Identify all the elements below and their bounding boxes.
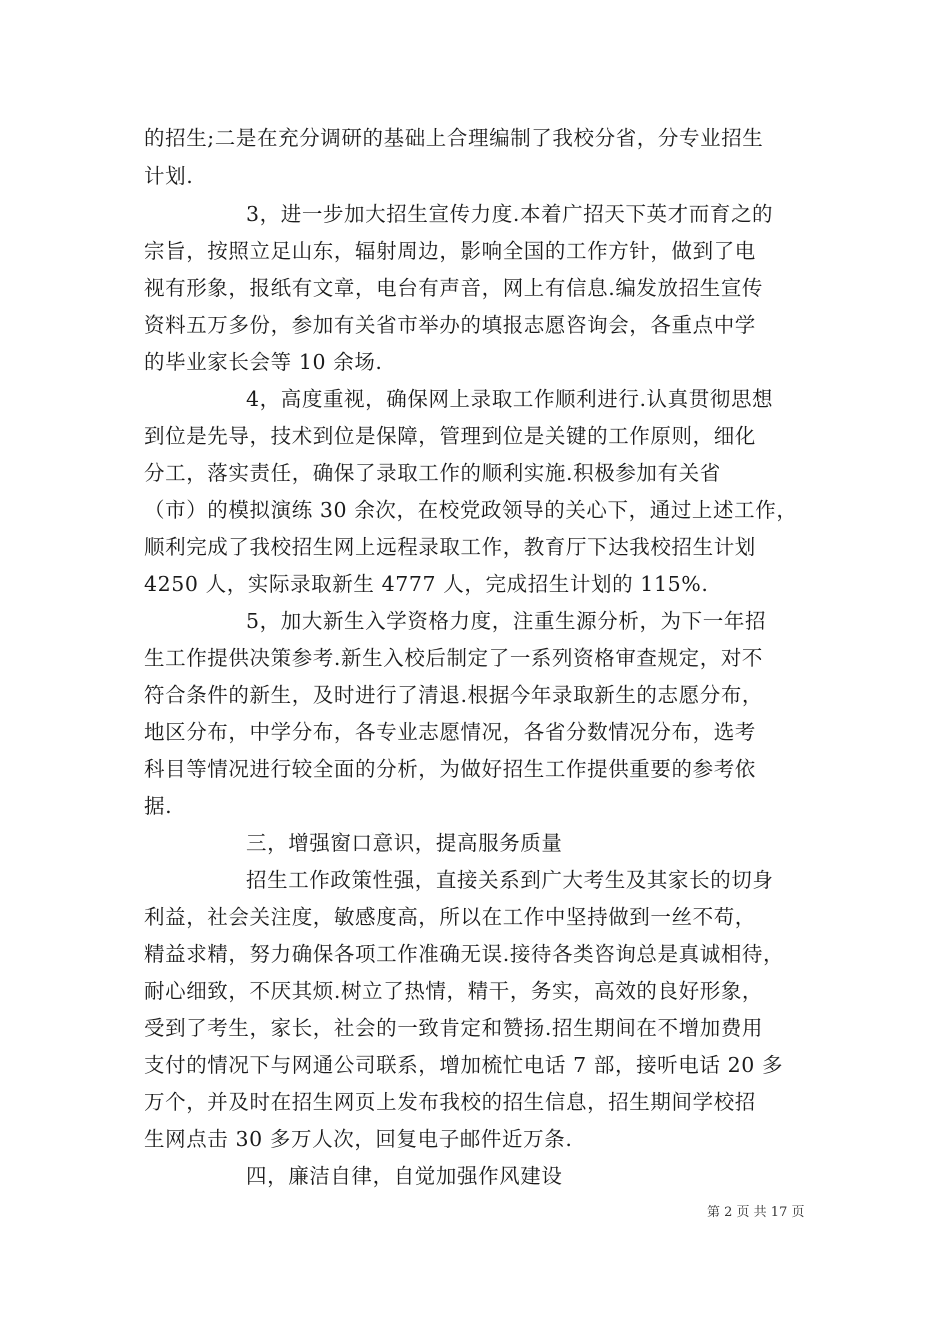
section-heading: 三，增强窗口意识，提高服务质量 — [246, 831, 563, 855]
page-number-footer: 第 2 页 共 17 页 — [707, 1205, 805, 1220]
text-line: 分工，落实责任，确保了录取工作的顺利实施.积极参加有关省 — [144, 461, 721, 485]
text-line: 视有形象，报纸有文章，电台有声音，网上有信息.编发放招生宣传 — [144, 276, 764, 300]
text-line: 符合条件的新生，及时进行了清退.根据今年录取新生的志愿分布， — [144, 683, 764, 707]
paragraph-start-line: 招生工作政策性强，直接关系到广大考生及其家长的切身 — [246, 868, 774, 892]
text-line: 耐心细致，不厌其烦.树立了热情，精干，务实，高效的良好形象， — [144, 979, 764, 1003]
text-line: 顺利完成了我校招生网上远程录取工作，教育厅下达我校招生计划 — [144, 535, 756, 559]
text-line: 资料五万多份，参加有关省市举办的填报志愿咨询会，各重点中学 — [144, 313, 756, 337]
text-line: （市）的模拟演练 30 余次，在校党政领导的关心下，通过上述工作， — [144, 498, 798, 522]
text-line: 利益，社会关注度，敏感度高，所以在工作中坚持做到一丝不苟， — [144, 905, 756, 929]
paragraph-start-line: 5，加大新生入学资格力度，注重生源分析，为下一年招 — [246, 609, 767, 633]
text-line: 计划. — [144, 164, 194, 188]
text-line: 受到了考生，家长，社会的一致肯定和赞扬.招生期间在不增加费用 — [144, 1016, 764, 1040]
text-line: 精益求精，努力确保各项工作准确无误.接待各类咨询总是真诚相待， — [144, 942, 785, 966]
text-line: 宗旨，按照立足山东，辐射周边，影响全国的工作方针，做到了电 — [144, 239, 756, 263]
text-line: 万个，并及时在招生网页上发布我校的招生信息，招生期间学校招 — [144, 1090, 756, 1114]
text-line: 科目等情况进行较全面的分析，为做好招生工作提供重要的参考依 — [144, 757, 756, 781]
text-line: 的毕业家长会等 10 余场. — [144, 350, 383, 374]
paragraph-start-line: 4，高度重视，确保网上录取工作顺利进行.认真贯彻思想 — [246, 387, 774, 411]
text-line: 据. — [144, 794, 173, 818]
paragraph-start-line: 3，进一步加大招生宣传力度.本着广招天下英才而育之的 — [246, 202, 774, 226]
text-line: 4250 人，实际录取新生 4777 人，完成招生计划的 115%. — [144, 572, 709, 596]
text-line: 支付的情况下与网通公司联系，增加梳忙电话 7 部，接听电话 20 多 — [144, 1053, 784, 1077]
text-line: 的招生;二是在充分调研的基础上合理编制了我校分省，分专业招生 — [144, 126, 764, 150]
text-line: 到位是先导，技术到位是保障，管理到位是关键的工作原则，细化 — [144, 424, 756, 448]
text-line: 地区分布，中学分布，各专业志愿情况，各省分数情况分布，选考 — [144, 720, 756, 744]
text-line: 生工作提供决策参考.新生入校后制定了一系列资格审查规定，对不 — [144, 646, 764, 670]
section-heading: 四，廉洁自律，自觉加强作风建设 — [246, 1164, 563, 1188]
text-line: 生网点击 30 多万人次，回复电子邮件近万条. — [144, 1127, 573, 1151]
